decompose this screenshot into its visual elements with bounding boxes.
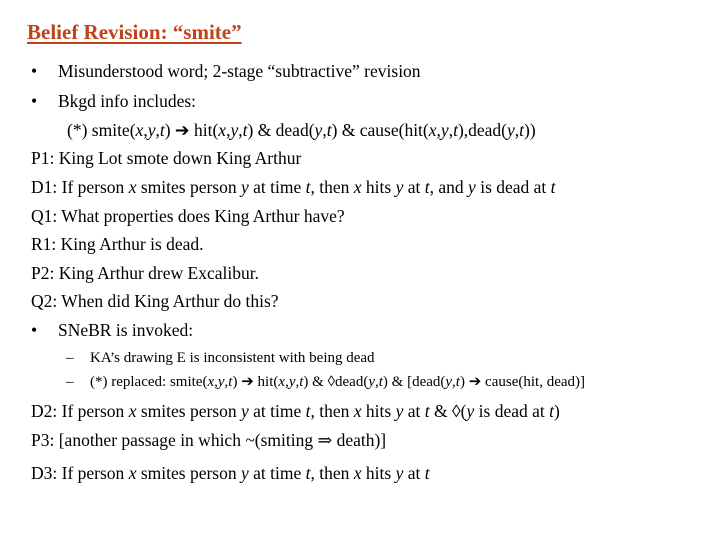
diamond-icon: ◊ bbox=[327, 374, 335, 390]
line-r1: R1: King Arthur is dead. bbox=[31, 234, 204, 254]
bullet-bkgd-info: Bkgd info includes: bbox=[58, 91, 197, 111]
line-d3: D3: If person x smites person y at time t, then x hits y at t bbox=[31, 463, 430, 483]
bullet-marker: • bbox=[31, 320, 38, 340]
line-q2: Q2: When did King Arthur do this? bbox=[31, 291, 279, 311]
arrow-icon: ➔ bbox=[468, 374, 482, 390]
bullet-snebr: SNeBR is invoked: bbox=[58, 320, 194, 340]
sub-bullet-replaced: (*) replaced: smite(x,y,t) ➔ hit(x,y,t) & ◊dead(y,t) & [dead(y,t) ➔ cause(hit, dead)] bbox=[90, 374, 585, 390]
dash-marker: – bbox=[66, 350, 74, 366]
arrow-icon: ➔ bbox=[174, 120, 190, 140]
sub-bullet-inconsistent: KA’s drawing E is inconsistent with being dead bbox=[90, 350, 375, 366]
line-p3: P3: [another passage in which ~(smiting ⇒ death)] bbox=[31, 430, 387, 450]
bullet-marker: • bbox=[31, 91, 38, 111]
slide-title: Belief Revision: “smite” bbox=[27, 20, 242, 44]
bullet-marker: • bbox=[31, 61, 38, 81]
line-d2: D2: If person x smites person y at time t, then x hits y at t & ◊(y is dead at t) bbox=[31, 401, 560, 421]
line-p1: P1: King Lot smote down King Arthur bbox=[31, 148, 302, 168]
dash-marker: – bbox=[66, 374, 74, 390]
line-p2: P2: King Arthur drew Excalibur. bbox=[31, 263, 259, 283]
line-d1: D1: If person x smites person y at time t, then x hits y at t, and y is dead at t bbox=[31, 177, 556, 197]
diamond-icon: ◊ bbox=[452, 401, 461, 421]
smite-rule: (*) smite(x,y,t) ➔ hit(x,y,t) & dead(y,t) & cause(hit(x,y,t),dead(y,t)) bbox=[67, 120, 536, 140]
implies-icon: ⇒ bbox=[317, 430, 333, 450]
line-q1: Q1: What properties does King Arthur have? bbox=[31, 206, 345, 226]
arrow-icon: ➔ bbox=[241, 374, 254, 390]
bullet-misunderstood-word: Misunderstood word; 2-stage “subtractive” revision bbox=[58, 61, 421, 81]
